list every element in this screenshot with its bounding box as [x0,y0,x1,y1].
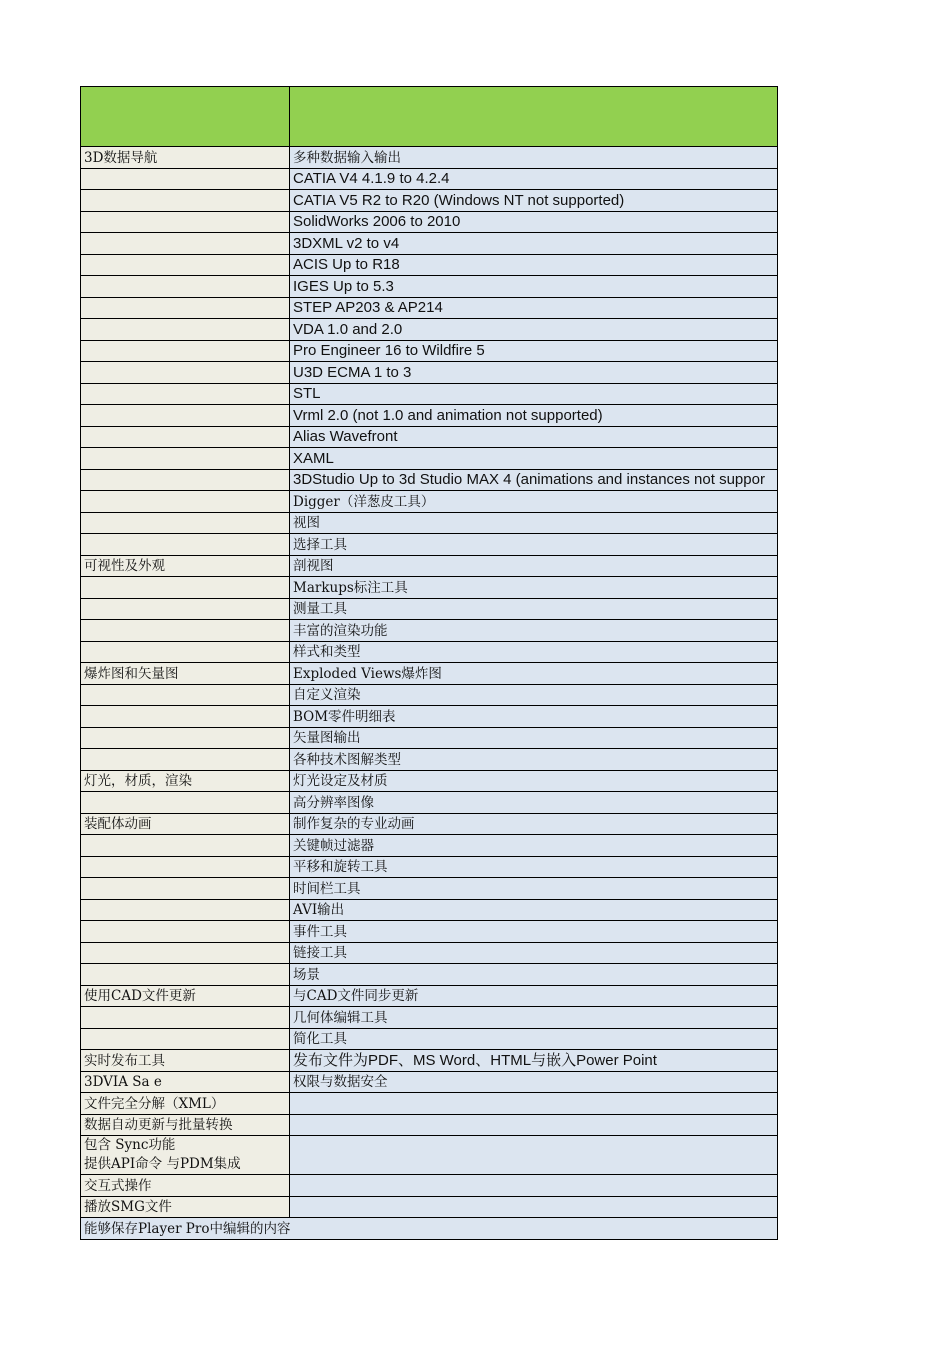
feature-cell[interactable]: 制作复杂的专业动画 [290,813,778,835]
feature-cell[interactable]: 平移和旋转工具 [290,856,778,878]
category-cell[interactable] [81,276,290,298]
feature-cell[interactable]: STEP AP203 & AP214 [290,297,778,319]
feature-cell[interactable] [290,1093,778,1115]
category-cell[interactable]: 3D数据导航 [81,147,290,169]
category-cell[interactable]: 灯光，材质，渲染 [81,770,290,792]
header-cell-category[interactable] [81,87,290,147]
table-row [81,1196,778,1218]
table-row [81,319,778,341]
category-cell[interactable] [81,448,290,470]
feature-cell[interactable] [290,1175,778,1197]
table-row [81,383,778,405]
feature-cell[interactable]: 简化工具 [290,1028,778,1050]
table-row [81,362,778,384]
feature-cell[interactable]: 几何体编辑工具 [290,1007,778,1029]
table-row [81,1136,778,1175]
category-cell[interactable] [81,942,290,964]
category-cell[interactable] [81,362,290,384]
feature-cell[interactable]: IGES Up to 5.3 [290,276,778,298]
feature-cell[interactable]: VDA 1.0 and 2.0 [290,319,778,341]
feature-cell[interactable]: 权限与数据安全 [290,1071,778,1093]
category-cell[interactable]: 播放SMG文件 [81,1196,290,1218]
category-cell[interactable]: 爆炸图和矢量图 [81,663,290,685]
category-cell[interactable] [81,749,290,771]
table-row [81,448,778,470]
feature-cell[interactable]: 视图 [290,512,778,534]
feature-cell[interactable]: 样式和类型 [290,641,778,663]
feature-cell[interactable]: XAML [290,448,778,470]
table-row [81,147,778,169]
feature-cell[interactable]: 3DStudio Up to 3d Studio MAX 4 (animations and instances not suppor [290,469,778,491]
feature-cell[interactable]: 剖视图 [290,555,778,577]
category-cell[interactable]: 文件完全分解（XML） [81,1093,290,1115]
table-row [81,706,778,728]
category-cell[interactable] [81,921,290,943]
table-row [81,1114,778,1136]
table-row [81,297,778,319]
feature-cell[interactable]: 与CAD文件同步更新 [290,985,778,1007]
category-cell[interactable] [81,620,290,642]
category-cell[interactable] [81,383,290,405]
category-cell[interactable] [81,598,290,620]
footer-cell[interactable]: 能够保存Player Pro中编辑的内容 [81,1218,778,1240]
category-cell[interactable]: 装配体动画 [81,813,290,835]
feature-cell[interactable]: STL [290,383,778,405]
category-cell[interactable] [81,190,290,212]
table-row [81,1093,778,1115]
header-row [81,87,778,147]
table-row [81,168,778,190]
category-cell[interactable] [81,168,290,190]
table-row [81,985,778,1007]
feature-cell[interactable]: ACIS Up to R18 [290,254,778,276]
header-cell-feature[interactable] [290,87,778,147]
category-cell[interactable] [81,426,290,448]
feature-cell[interactable]: 灯光设定及材质 [290,770,778,792]
table-row [81,749,778,771]
category-cell[interactable] [81,319,290,341]
table-row [81,792,778,814]
category-cell[interactable] [81,577,290,599]
table-row [81,813,778,835]
feature-cell[interactable]: 选择工具 [290,534,778,556]
category-cell[interactable] [81,469,290,491]
category-cell[interactable] [81,835,290,857]
category-cell[interactable] [81,491,290,513]
table-row [81,856,778,878]
table-row [81,878,778,900]
category-cell[interactable] [81,706,290,728]
table-row [81,405,778,427]
table-row [81,942,778,964]
feature-cell[interactable] [290,1114,778,1136]
table-row [81,340,778,362]
table-row [81,512,778,534]
feature-cell[interactable]: BOM零件明细表 [290,706,778,728]
table-row [81,276,778,298]
category-cell[interactable]: 包含 Sync功能 提供API命令 与PDM集成 [81,1136,290,1175]
table-row [81,598,778,620]
table-row [81,426,778,448]
table-row [81,534,778,556]
table-row [81,727,778,749]
table-row [81,469,778,491]
table-row [81,1007,778,1029]
feature-cell[interactable]: 链接工具 [290,942,778,964]
feature-cell[interactable]: 测量工具 [290,598,778,620]
table-row [81,254,778,276]
feature-cell[interactable]: Exploded Views爆炸图 [290,663,778,685]
category-cell[interactable] [81,878,290,900]
category-cell[interactable]: 3DVIA Sa e [81,1071,290,1093]
feature-cell[interactable]: Pro Engineer 16 to Wildfire 5 [290,340,778,362]
category-cell[interactable] [81,641,290,663]
category-cell[interactable]: 交互式操作 [81,1175,290,1197]
feature-cell[interactable]: 时间栏工具 [290,878,778,900]
feature-cell[interactable]: Vrml 2.0 (not 1.0 and animation not supported) [290,405,778,427]
category-cell[interactable] [81,1007,290,1029]
table-row [81,190,778,212]
table-row [81,233,778,255]
feature-cell[interactable]: Alias Wavefront [290,426,778,448]
feature-cell[interactable] [290,1136,778,1175]
feature-cell[interactable]: 场景 [290,964,778,986]
category-cell[interactable] [81,340,290,362]
feature-table [80,86,778,1240]
table-row [81,899,778,921]
table-row [81,555,778,577]
category-cell[interactable] [81,405,290,427]
table-row [81,835,778,857]
feature-cell[interactable]: 矢量图输出 [290,727,778,749]
feature-cell[interactable]: Digger（洋葱皮工具） [290,491,778,513]
feature-cell[interactable]: 发布文件为PDF、MS Word、HTML与嵌入Power Point [290,1050,778,1072]
feature-cell[interactable] [290,1196,778,1218]
category-cell[interactable] [81,512,290,534]
category-cell[interactable]: 可视性及外观 [81,555,290,577]
feature-cell[interactable]: 多种数据输入输出 [290,147,778,169]
feature-cell[interactable]: 关键帧过滤器 [290,835,778,857]
table-row [81,921,778,943]
category-cell[interactable] [81,211,290,233]
table-row [81,663,778,685]
category-cell[interactable]: 数据自动更新与批量转换 [81,1114,290,1136]
category-cell[interactable]: 使用CAD文件更新 [81,985,290,1007]
category-cell[interactable] [81,297,290,319]
category-cell[interactable] [81,1028,290,1050]
feature-cell[interactable]: 事件工具 [290,921,778,943]
category-cell[interactable] [81,727,290,749]
table-row [81,964,778,986]
feature-cell[interactable]: Markups标注工具 [290,577,778,599]
table-row [81,491,778,513]
table-row [81,577,778,599]
table-row [81,641,778,663]
feature-cell[interactable]: 自定义渲染 [290,684,778,706]
table-row [81,1028,778,1050]
feature-cell[interactable]: SolidWorks 2006 to 2010 [290,211,778,233]
feature-table-body [81,87,778,1240]
table-row [81,770,778,792]
category-cell[interactable] [81,899,290,921]
table-row [81,1175,778,1197]
feature-cell[interactable]: CATIA V5 R2 to R20 (Windows NT not supported) [290,190,778,212]
category-cell[interactable] [81,964,290,986]
feature-cell[interactable]: 丰富的渲染功能 [290,620,778,642]
feature-cell[interactable]: AVI输出 [290,899,778,921]
table-row [81,684,778,706]
feature-cell[interactable]: CATIA V4 4.1.9 to 4.2.4 [290,168,778,190]
category-cell[interactable] [81,534,290,556]
category-cell[interactable] [81,792,290,814]
feature-cell[interactable]: 各种技术图解类型 [290,749,778,771]
table-row [81,1050,778,1072]
table-row [81,211,778,233]
footer-row [81,1218,778,1240]
category-cell[interactable] [81,254,290,276]
feature-cell[interactable]: U3D ECMA 1 to 3 [290,362,778,384]
category-cell[interactable] [81,856,290,878]
category-cell[interactable]: 实时发布工具 [81,1050,290,1072]
category-cell[interactable] [81,684,290,706]
table-row [81,620,778,642]
feature-cell[interactable]: 3DXML v2 to v4 [290,233,778,255]
table-row [81,1071,778,1093]
feature-cell[interactable]: 高分辨率图像 [290,792,778,814]
category-cell[interactable] [81,233,290,255]
